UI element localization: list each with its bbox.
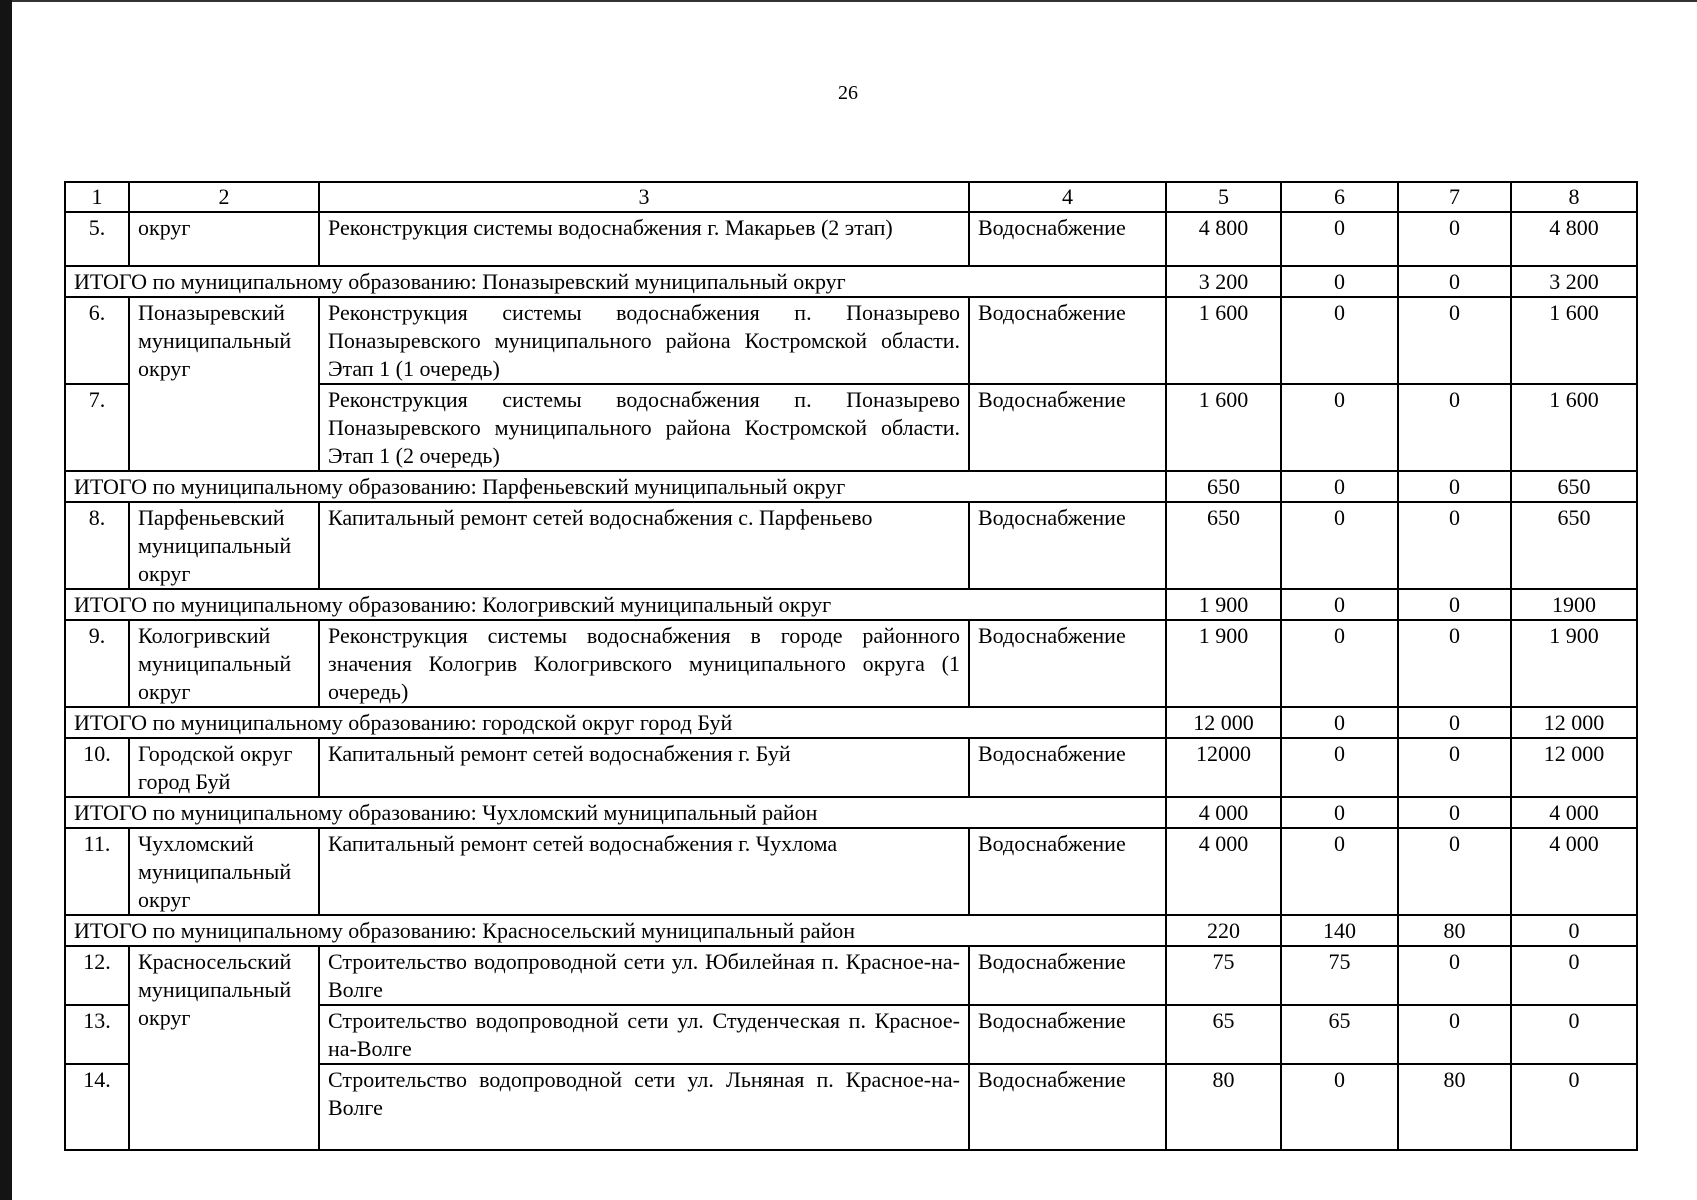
total-label: ИТОГО по муниципальному образованию: Парфеньевский муниципальный округ	[65, 471, 1166, 502]
column-number: 3	[319, 182, 969, 212]
total-row	[65, 707, 1637, 738]
value-col8: 1 600	[1511, 297, 1637, 384]
table-row	[65, 620, 1637, 707]
value-col6: 0	[1281, 502, 1398, 589]
project-cell: Строительство водопроводной сети ул. Юбилейная п. Красное-на-Волге	[319, 946, 969, 1005]
total-row	[65, 266, 1637, 297]
total-label: ИТОГО по муниципальному образованию: Красносельский муниципальный район	[65, 915, 1166, 946]
value-col5: 80	[1166, 1064, 1281, 1150]
value-col6: 65	[1281, 1005, 1398, 1064]
project-cell: Строительство водопроводной сети ул. Студенческая п. Красное-на-Волге	[319, 1005, 969, 1064]
value-col7: 0	[1398, 502, 1511, 589]
row-number: 14.	[65, 1064, 129, 1150]
total-col8: 1900	[1511, 589, 1637, 620]
value-col7: 0	[1398, 620, 1511, 707]
row-number: 9.	[65, 620, 129, 707]
project-cell: Капитальный ремонт сетей водоснабжения г. Буй	[319, 738, 969, 797]
total-col5: 12 000	[1166, 707, 1281, 738]
column-number: 7	[1398, 182, 1511, 212]
total-col8: 4 000	[1511, 797, 1637, 828]
territory-cell: Чухломский муниципальный округ	[129, 828, 319, 915]
total-row	[65, 471, 1637, 502]
table-row	[65, 502, 1637, 589]
value-col5: 65	[1166, 1005, 1281, 1064]
total-col6: 0	[1281, 707, 1398, 738]
column-number: 8	[1511, 182, 1637, 212]
type-cell: Водоснабжение	[969, 946, 1166, 1005]
row-number: 6.	[65, 297, 129, 384]
value-col6: 0	[1281, 738, 1398, 797]
value-col7: 0	[1398, 1005, 1511, 1064]
value-col7: 0	[1398, 738, 1511, 797]
type-cell: Водоснабжение	[969, 738, 1166, 797]
value-col7: 0	[1398, 384, 1511, 471]
value-col8: 1 600	[1511, 384, 1637, 471]
total-col6: 0	[1281, 266, 1398, 297]
value-col5: 650	[1166, 502, 1281, 589]
total-row	[65, 797, 1637, 828]
value-col6: 0	[1281, 384, 1398, 471]
project-cell: Реконструкция системы водоснабжения г. Макарьев (2 этап)	[319, 212, 969, 266]
value-col8: 4 800	[1511, 212, 1637, 266]
value-col8: 650	[1511, 502, 1637, 589]
table-row	[65, 946, 1637, 1005]
scan-edge	[0, 0, 12, 1200]
value-col5: 12000	[1166, 738, 1281, 797]
column-number: 2	[129, 182, 319, 212]
value-col7: 0	[1398, 828, 1511, 915]
scan-edge-top	[12, 0, 1697, 2]
total-label: ИТОГО по муниципальному образованию: Поназыревский муниципальный округ	[65, 266, 1166, 297]
total-col6: 0	[1281, 589, 1398, 620]
total-col5: 650	[1166, 471, 1281, 502]
value-col7: 0	[1398, 212, 1511, 266]
project-cell: Капитальный ремонт сетей водоснабжения г. Чухлома	[319, 828, 969, 915]
value-col6: 0	[1281, 1064, 1398, 1150]
value-col5: 1 600	[1166, 384, 1281, 471]
total-col6: 140	[1281, 915, 1398, 946]
total-col8: 12 000	[1511, 707, 1637, 738]
total-label: ИТОГО по муниципальному образованию: Чухломский муниципальный район	[65, 797, 1166, 828]
column-number: 1	[65, 182, 129, 212]
total-col7: 0	[1398, 797, 1511, 828]
total-col5: 1 900	[1166, 589, 1281, 620]
type-cell: Водоснабжение	[969, 212, 1166, 266]
value-col5: 1 900	[1166, 620, 1281, 707]
row-number: 13.	[65, 1005, 129, 1064]
value-col8: 12 000	[1511, 738, 1637, 797]
total-col7: 0	[1398, 471, 1511, 502]
value-col5: 4 000	[1166, 828, 1281, 915]
table-row	[65, 738, 1637, 797]
value-col6: 0	[1281, 297, 1398, 384]
territory-cell: Парфеньевский муниципальный округ	[129, 502, 319, 589]
column-number: 6	[1281, 182, 1398, 212]
value-col7: 80	[1398, 1064, 1511, 1150]
total-col5: 4 000	[1166, 797, 1281, 828]
row-number: 5.	[65, 212, 129, 266]
project-cell: Реконструкция системы водоснабжения в городе районного значения Кологрив Кологривского муниципального округа (1 очередь)	[319, 620, 969, 707]
value-col5: 1 600	[1166, 297, 1281, 384]
value-col8: 0	[1511, 1005, 1637, 1064]
value-col6: 0	[1281, 212, 1398, 266]
territory-cell: округ	[129, 212, 319, 266]
value-col5: 4 800	[1166, 212, 1281, 266]
type-cell: Водоснабжение	[969, 828, 1166, 915]
value-col8: 0	[1511, 1064, 1637, 1150]
value-col6: 75	[1281, 946, 1398, 1005]
row-number: 11.	[65, 828, 129, 915]
value-col6: 0	[1281, 828, 1398, 915]
value-col8: 0	[1511, 946, 1637, 1005]
row-number: 7.	[65, 384, 129, 471]
project-cell: Строительство водопроводной сети ул. Льняная п. Красное-на-Волге	[319, 1064, 969, 1150]
total-col7: 80	[1398, 915, 1511, 946]
total-col8: 650	[1511, 471, 1637, 502]
value-col8: 1 900	[1511, 620, 1637, 707]
project-cell: Реконструкция системы водоснабжения п. Поназырево Поназыревского муниципального района Костромской области. Этап 1 (2 очередь)	[319, 384, 969, 471]
total-col7: 0	[1398, 589, 1511, 620]
total-col6: 0	[1281, 471, 1398, 502]
total-col5: 3 200	[1166, 266, 1281, 297]
table-row	[65, 297, 1637, 384]
row-number: 12.	[65, 946, 129, 1005]
total-col6: 0	[1281, 797, 1398, 828]
column-number: 4	[969, 182, 1166, 212]
total-col5: 220	[1166, 915, 1281, 946]
type-cell: Водоснабжение	[969, 297, 1166, 384]
value-col5: 75	[1166, 946, 1281, 1005]
value-col6: 0	[1281, 620, 1398, 707]
table-row	[65, 212, 1637, 266]
row-number: 8.	[65, 502, 129, 589]
value-col8: 4 000	[1511, 828, 1637, 915]
type-cell: Водоснабжение	[969, 384, 1166, 471]
type-cell: Водоснабжение	[969, 502, 1166, 589]
territory-cell: Городской округ город Буй	[129, 738, 319, 797]
territory-cell: Красносельский муниципальный округ	[129, 946, 319, 1150]
territory-cell: Поназыревский муниципальный округ	[129, 297, 319, 471]
funding-table	[64, 181, 1638, 1151]
total-col7: 0	[1398, 707, 1511, 738]
row-number: 10.	[65, 738, 129, 797]
project-cell: Реконструкция системы водоснабжения п. Поназырево Поназыревского муниципального района Костромской области. Этап 1 (1 очередь)	[319, 297, 969, 384]
value-col7: 0	[1398, 946, 1511, 1005]
total-col7: 0	[1398, 266, 1511, 297]
type-cell: Водоснабжение	[969, 1064, 1166, 1150]
table-row	[65, 828, 1637, 915]
project-cell: Капитальный ремонт сетей водоснабжения с. Парфеньево	[319, 502, 969, 589]
page-number: 26	[838, 82, 858, 104]
total-label: ИТОГО по муниципальному образованию: городской округ город Буй	[65, 707, 1166, 738]
territory-cell: Кологривский муниципальный округ	[129, 620, 319, 707]
column-number: 5	[1166, 182, 1281, 212]
total-col8: 0	[1511, 915, 1637, 946]
type-cell: Водоснабжение	[969, 620, 1166, 707]
total-row	[65, 589, 1637, 620]
value-col7: 0	[1398, 297, 1511, 384]
total-row	[65, 915, 1637, 946]
column-number-row	[65, 182, 1637, 212]
type-cell: Водоснабжение	[969, 1005, 1166, 1064]
total-label: ИТОГО по муниципальному образованию: Кологривский муниципальный округ	[65, 589, 1166, 620]
total-col8: 3 200	[1511, 266, 1637, 297]
